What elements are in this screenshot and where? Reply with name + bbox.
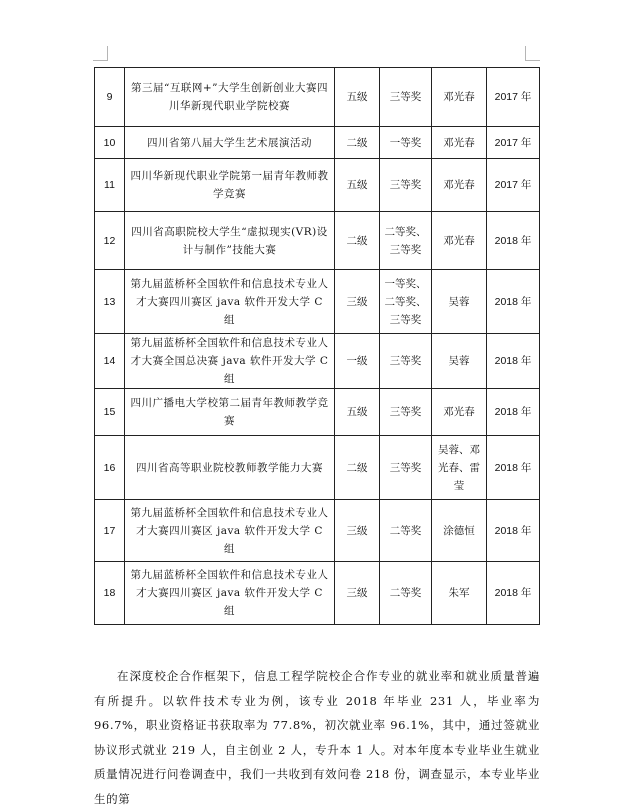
prize: 二等奖 [380,500,432,562]
competition-name: 第九届蓝桥杯全国软件和信息技术专业人才大赛四川赛区 java 软件开发大学 C 组 [125,500,335,562]
table-row [95,562,540,625]
competition-name: 四川省高职院校大学生“虚拟现实(VR)设计与制作”技能大赛 [125,212,335,270]
row-number: 9 [95,68,125,127]
year: 2018 年 [487,270,540,334]
competition-name: 四川华新现代职业学院第一届青年教师教学竞赛 [125,159,335,212]
prize: 三等奖 [380,436,432,500]
instructor: 邓光春 [432,389,487,436]
instructor: 邓光春 [432,68,487,127]
prize: 二等奖、三等奖 [380,212,432,270]
row-number: 16 [95,436,125,500]
instructor: 吴蓉 [432,270,487,334]
row-number: 10 [95,127,125,159]
instructor: 朱军 [432,562,487,625]
instructor: 涂德恒 [432,500,487,562]
competition-name: 第九届蓝桥杯全国软件和信息技术专业人才大赛全国总决赛 java 软件开发大学 C 组 [125,334,335,389]
year: 2018 年 [487,334,540,389]
year: 2018 年 [487,389,540,436]
competition-name: 第九届蓝桥杯全国软件和信息技术专业人才大赛四川赛区 java 软件开发大学 C 组 [125,270,335,334]
row-number: 17 [95,500,125,562]
competition-name: 四川省第八届大学生艺术展演活动 [125,127,335,159]
instructor: 吴蓉 [432,334,487,389]
body-paragraph: 在深度校企合作框架下，信息工程学院校企合作专业的就业率和就业质量普遍有所提升。以软件技术专业为例，该专业 2018 年毕业 231 人，毕业率为 96.7%，职业资格证书获取率为 77.8%，初次就业率 96.1%，其中，通过签就业协议形式就业 219 人，自主创业 2 人，专升本 1 人。对本年度本专业毕业生就业质量情况进行问卷调查中，我们一共收到有效问卷 218 份，调查显示，本专业毕业生的第 [94,669,540,806]
competition-level: 三级 [335,562,380,625]
competition-level: 五级 [335,159,380,212]
prize: 三等奖 [380,159,432,212]
table-row [95,127,540,159]
table-row [95,334,540,389]
competition-level: 二级 [335,212,380,270]
competition-level: 三级 [335,270,380,334]
competition-level: 一级 [335,334,380,389]
page-corner-mark-left [93,46,108,61]
competition-level: 五级 [335,389,380,436]
year: 2018 年 [487,436,540,500]
year: 2018 年 [487,212,540,270]
competition-name: 第三届“互联网+”大学生创新创业大赛四川华新现代职业学院校赛 [125,68,335,127]
table-row [95,270,540,334]
prize: 三等奖 [380,68,432,127]
row-number: 11 [95,159,125,212]
prize: 一等奖、二等奖、三等奖 [380,270,432,334]
instructor: 邓光春 [432,159,487,212]
competition-level: 五级 [335,68,380,127]
row-number: 13 [95,270,125,334]
prize: 三等奖 [380,334,432,389]
table-row [95,436,540,500]
row-number: 14 [95,334,125,389]
prize: 三等奖 [380,389,432,436]
table-row [95,389,540,436]
row-number: 18 [95,562,125,625]
year: 2017 年 [487,159,540,212]
table-row [95,212,540,270]
competition-level: 二级 [335,127,380,159]
year: 2017 年 [487,127,540,159]
competition-name: 第九届蓝桥杯全国软件和信息技术专业人才大赛四川赛区 java 软件开发大学 C 组 [125,562,335,625]
table-row [95,159,540,212]
page-corner-mark-right [525,46,540,61]
competition-level: 二级 [335,436,380,500]
competition-name: 四川广播电大学校第二届青年教师教学竞赛 [125,389,335,436]
row-number: 15 [95,389,125,436]
year: 2018 年 [487,500,540,562]
year: 2017 年 [487,68,540,127]
year: 2018 年 [487,562,540,625]
instructor: 吴蓉、邓光春、雷莹 [432,436,487,500]
awards-table [94,67,540,625]
competition-level: 三级 [335,500,380,562]
row-number: 12 [95,212,125,270]
prize: 二等奖 [380,562,432,625]
prize: 一等奖 [380,127,432,159]
instructor: 邓光春 [432,212,487,270]
table-row [95,500,540,562]
instructor: 邓光春 [432,127,487,159]
competition-name: 四川省高等职业院校教师教学能力大赛 [125,436,335,500]
table-row [95,68,540,127]
